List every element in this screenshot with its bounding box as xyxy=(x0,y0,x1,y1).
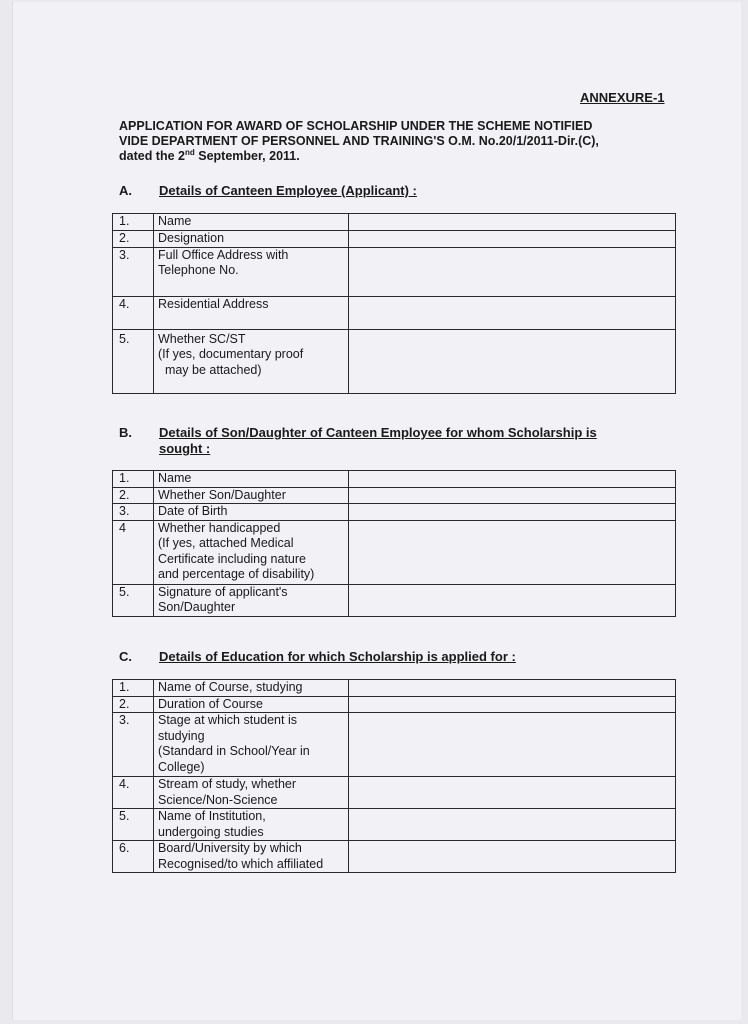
row-number: 3. xyxy=(113,504,154,521)
row-label: Date of Birth xyxy=(154,504,349,521)
table-row xyxy=(113,713,676,777)
study-stream-field[interactable] xyxy=(349,777,676,809)
row-number: 2. xyxy=(113,487,154,504)
table-row xyxy=(113,584,676,616)
residential-address-field[interactable] xyxy=(349,296,676,329)
section-c-table xyxy=(112,679,676,873)
son-daughter-field[interactable] xyxy=(349,487,676,504)
table-row xyxy=(113,296,676,329)
applicant-name-field[interactable] xyxy=(349,214,676,231)
row-number: 1. xyxy=(113,680,154,697)
section-b-title: Details of Son/Daughter of Canteen Employee for whom Scholarship is sought : xyxy=(159,425,597,456)
row-number: 3. xyxy=(113,247,154,296)
row-number: 3. xyxy=(113,713,154,777)
table-row xyxy=(113,329,676,393)
row-label: Full Office Address with Telephone No. xyxy=(154,247,349,296)
document-heading xyxy=(119,119,679,164)
row-number: 1. xyxy=(113,214,154,231)
handicapped-field[interactable] xyxy=(349,520,676,584)
row-number: 2. xyxy=(113,696,154,713)
row-label: Name of Institution, undergoing studies xyxy=(154,809,349,841)
row-number: 4 xyxy=(113,520,154,584)
student-name-field[interactable] xyxy=(349,471,676,488)
row-number: 1. xyxy=(113,471,154,488)
row-label: Duration of Course xyxy=(154,696,349,713)
table-row xyxy=(113,680,676,697)
course-duration-field[interactable] xyxy=(349,696,676,713)
sc-st-field[interactable] xyxy=(349,329,676,393)
table-row xyxy=(113,504,676,521)
row-number: 2. xyxy=(113,230,154,247)
row-label: Name xyxy=(154,214,349,231)
heading-line-3: dated the 2nd September, 2011. xyxy=(119,147,300,163)
table-row xyxy=(113,777,676,809)
annexure-label: ANNEXURE-1 xyxy=(580,90,665,105)
section-a-title: Details of Canteen Employee (Applicant) : xyxy=(159,183,417,198)
section-a-table xyxy=(112,213,676,394)
table-row xyxy=(113,230,676,247)
section-a-letter: A. xyxy=(119,183,132,198)
row-label: Name of Course, studying xyxy=(154,680,349,697)
row-label: Whether handicapped (If yes, attached Medical Certificate including nature and percentage of disability) xyxy=(154,520,349,584)
row-label: Residential Address xyxy=(154,296,349,329)
heading-line-1: APPLICATION FOR AWARD OF SCHOLARSHIP UNDER THE SCHEME NOTIFIED xyxy=(119,119,593,133)
row-label: Whether SC/ST (If yes, documentary proof may be attached) xyxy=(154,329,349,393)
row-label: Board/University by which Recognised/to which affiliated xyxy=(154,841,349,873)
heading-line-2: VIDE DEPARTMENT OF PERSONNEL AND TRAINING'S O.M. No.20/1/2011-Dir.(C), xyxy=(119,134,599,148)
office-address-field[interactable] xyxy=(349,247,676,296)
table-row xyxy=(113,471,676,488)
table-row xyxy=(113,487,676,504)
row-number: 6. xyxy=(113,841,154,873)
date-of-birth-field[interactable] xyxy=(349,504,676,521)
table-row xyxy=(113,247,676,296)
row-number: 5. xyxy=(113,809,154,841)
section-b-letter: B. xyxy=(119,425,132,440)
section-c-letter: C. xyxy=(119,649,132,664)
row-label: Designation xyxy=(154,230,349,247)
table-row xyxy=(113,809,676,841)
row-number: 5. xyxy=(113,329,154,393)
row-number: 5. xyxy=(113,584,154,616)
study-stage-field[interactable] xyxy=(349,713,676,777)
row-label: Name xyxy=(154,471,349,488)
row-label: Whether Son/Daughter xyxy=(154,487,349,504)
signature-field[interactable] xyxy=(349,584,676,616)
table-row xyxy=(113,214,676,231)
table-row xyxy=(113,696,676,713)
row-label: Stream of study, whether Science/Non-Science xyxy=(154,777,349,809)
table-row xyxy=(113,520,676,584)
row-label: Signature of applicant's Son/Daughter xyxy=(154,584,349,616)
board-university-field[interactable] xyxy=(349,841,676,873)
designation-field[interactable] xyxy=(349,230,676,247)
row-number: 4. xyxy=(113,777,154,809)
section-b-table xyxy=(112,470,676,617)
row-number: 4. xyxy=(113,296,154,329)
course-name-field[interactable] xyxy=(349,680,676,697)
table-row xyxy=(113,841,676,873)
section-c-title: Details of Education for which Scholarship is applied for : xyxy=(159,649,516,664)
row-label: Stage at which student is studying (Standard in School/Year in College) xyxy=(154,713,349,777)
institution-name-field[interactable] xyxy=(349,809,676,841)
